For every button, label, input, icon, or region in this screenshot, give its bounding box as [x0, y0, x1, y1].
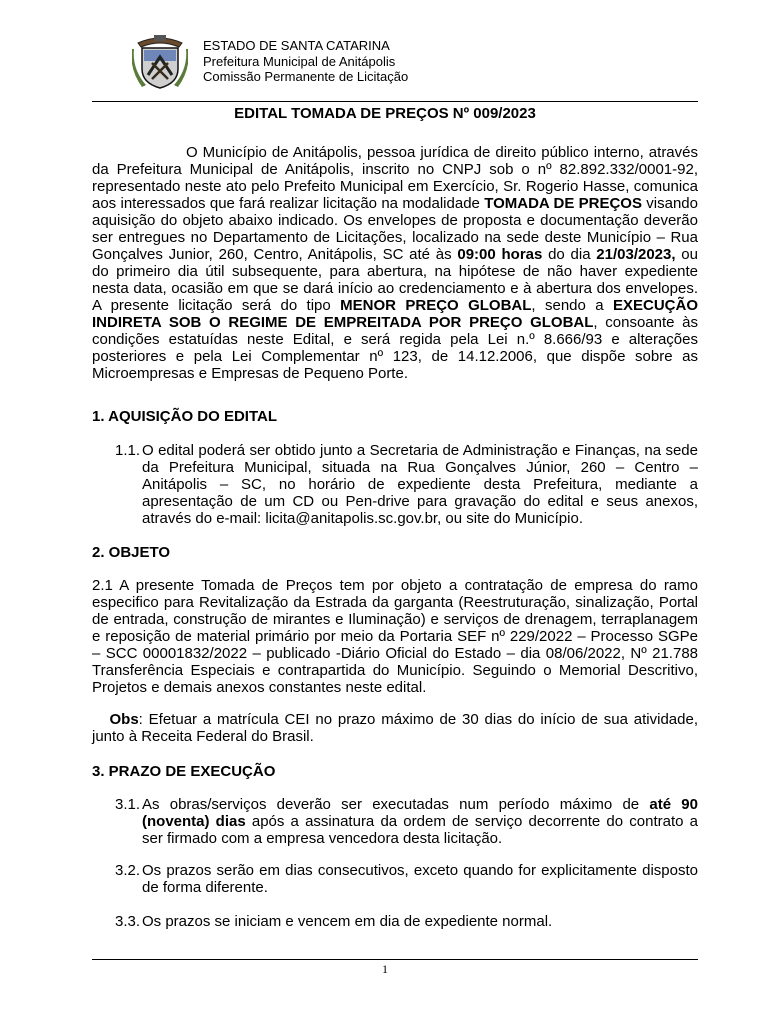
- intro-text-3: do dia: [542, 246, 597, 263]
- obs-note: [92, 711, 698, 745]
- document-title: EDITAL TOMADA DE PREÇOS Nº 009/2023: [234, 105, 536, 122]
- letterhead-state: ESTADO DE SANTA CATARINA: [203, 38, 390, 53]
- section-3-heading: 3. PRAZO DE EXECUÇÃO: [92, 763, 276, 780]
- footer-divider: [92, 959, 698, 960]
- letterhead-commission: Comissão Permanente de Licitação: [203, 69, 409, 84]
- intro-time: 09:00 horas: [457, 246, 543, 263]
- intro-text-1: O Município de Anitápolis, pessoa jurídica de direito público interno, através da Prefeitura Municipal de Anitápolis, inscrito no CNPJ sob o nº 82.892.332/0001-92, representado neste ato pelo Prefeito Municipal em Exercício, Sr. Rogerio Hasse, comunica aos interessados que fará realizar licitação na modalidade: [92, 144, 698, 212]
- clause-text: Os prazos se iniciam e vencem em dia de expediente normal.: [142, 913, 553, 930]
- intro-text-6: , consoante às condições estatuídas neste Edital, e será regida pela Lei n.º 8.666/93 e alterações posteriores e pela Lei Complementar nº 123, de 14.12.2006, que dispõe sobre as Microempresas e Empresas de Pequeno Porte.: [92, 314, 699, 382]
- header-divider: [92, 101, 698, 102]
- clause-3-2: [115, 862, 698, 896]
- clause-1-1: [115, 442, 698, 527]
- clause-deadline: até 90 (noventa) dias: [142, 796, 698, 830]
- clause-text: [142, 796, 698, 847]
- municipal-coat-of-arms-icon: [132, 35, 188, 91]
- intro-text-4: ou do primeiro dia útil subsequente, para abertura, na hipótese de não haver expediente nesta data, ocasião em que se dará início ao credenciamento e à abertura dos envelopes. A presente licitação será do tipo: [92, 246, 698, 314]
- obs-label: Obs: [109, 711, 139, 728]
- obs-text: : Efetuar a matrícula CEI no prazo máximo de 30 dias do início de sua atividade, junto à Receita Federal do Brasil.: [92, 711, 698, 745]
- section-2-heading: 2. OBJETO: [92, 544, 171, 561]
- letterhead: [203, 38, 408, 85]
- clause-3-1: [115, 796, 698, 847]
- intro-text-5: , sendo a: [531, 297, 613, 314]
- intro-text-2: visando aquisição do objeto abaixo indicado. Os envelopes de proposta e documentação deverão ser entregues no Departamento de Licitações, localizado na sede deste Município – Rua Gonçalves Junior, 260, Centro, Anitápolis, SC até às: [92, 195, 698, 263]
- intro-type: MENOR PREÇO GLOBAL: [340, 297, 532, 314]
- page-number: 1: [382, 962, 388, 976]
- clause-text-part: após a assinatura da ordem de serviço decorrente do contrato a ser firmado com a empresa vencedora desta licitação.: [142, 813, 698, 847]
- clause-text-part: As obras/serviços deverão ser executadas num período máximo de: [142, 796, 650, 813]
- clause-number: 3.3.: [115, 913, 141, 930]
- clause-text: O edital poderá ser obtido junto a Secretaria de Administração e Finanças, na sede da Prefeitura Municipal, situada na Rua Gonçalves Júnior, 260 – Centro – Anitápolis – SC, no horário de expediente desta Prefeitura, mediante a apresentação de um CD ou Pen-drive para gravação do edital e seus anexos, através do e-mail: licita@anitapolis.sc.gov.br, ou site do Município.: [142, 442, 698, 527]
- clause-number: 1.1.: [115, 442, 141, 459]
- clause-3-3: [115, 913, 698, 930]
- intro-date: 21/03/2023,: [596, 246, 676, 263]
- letterhead-prefecture: Prefeitura Municipal de Anitápolis: [203, 53, 396, 69]
- clause-number: 3.1.: [115, 796, 141, 813]
- intro-modality: TOMADA DE PREÇOS: [484, 195, 642, 212]
- clause-number: 3.2.: [115, 862, 141, 879]
- intro-regime: EXECUÇÃO INDIRETA SOB O REGIME DE EMPREITADA POR PREÇO GLOBAL: [92, 297, 698, 331]
- clause-text: Os prazos serão em dias consecutivos, exceto quando for explicitamente disposto de forma diferente.: [142, 862, 698, 896]
- intro-paragraph: [92, 144, 698, 382]
- clause-2-1: 2.1 A presente Tomada de Preços tem por objeto a contratação de empresa do ramo especifico para Revitalização da Estrada da garganta (Reestruturação, sinalização, Portal de entrada, construção de mirantes e Iluminação) e serviços de drenagem, terraplanagem e reposição de material primário por meio da Portaria SEF nº 229/2022 – Processo SGPe – SCC 00001832/2022 – publicado -Diário Oficial do Estado – dia 08/06/2022, Nº 21.788 Transferência Especiais e contrapartida do Município. Seguindo o Memorial Descritivo, Projetos e demais anexos constantes neste edital.: [92, 577, 698, 696]
- section-1-heading: 1. AQUISIÇÃO DO EDITAL: [92, 408, 278, 425]
